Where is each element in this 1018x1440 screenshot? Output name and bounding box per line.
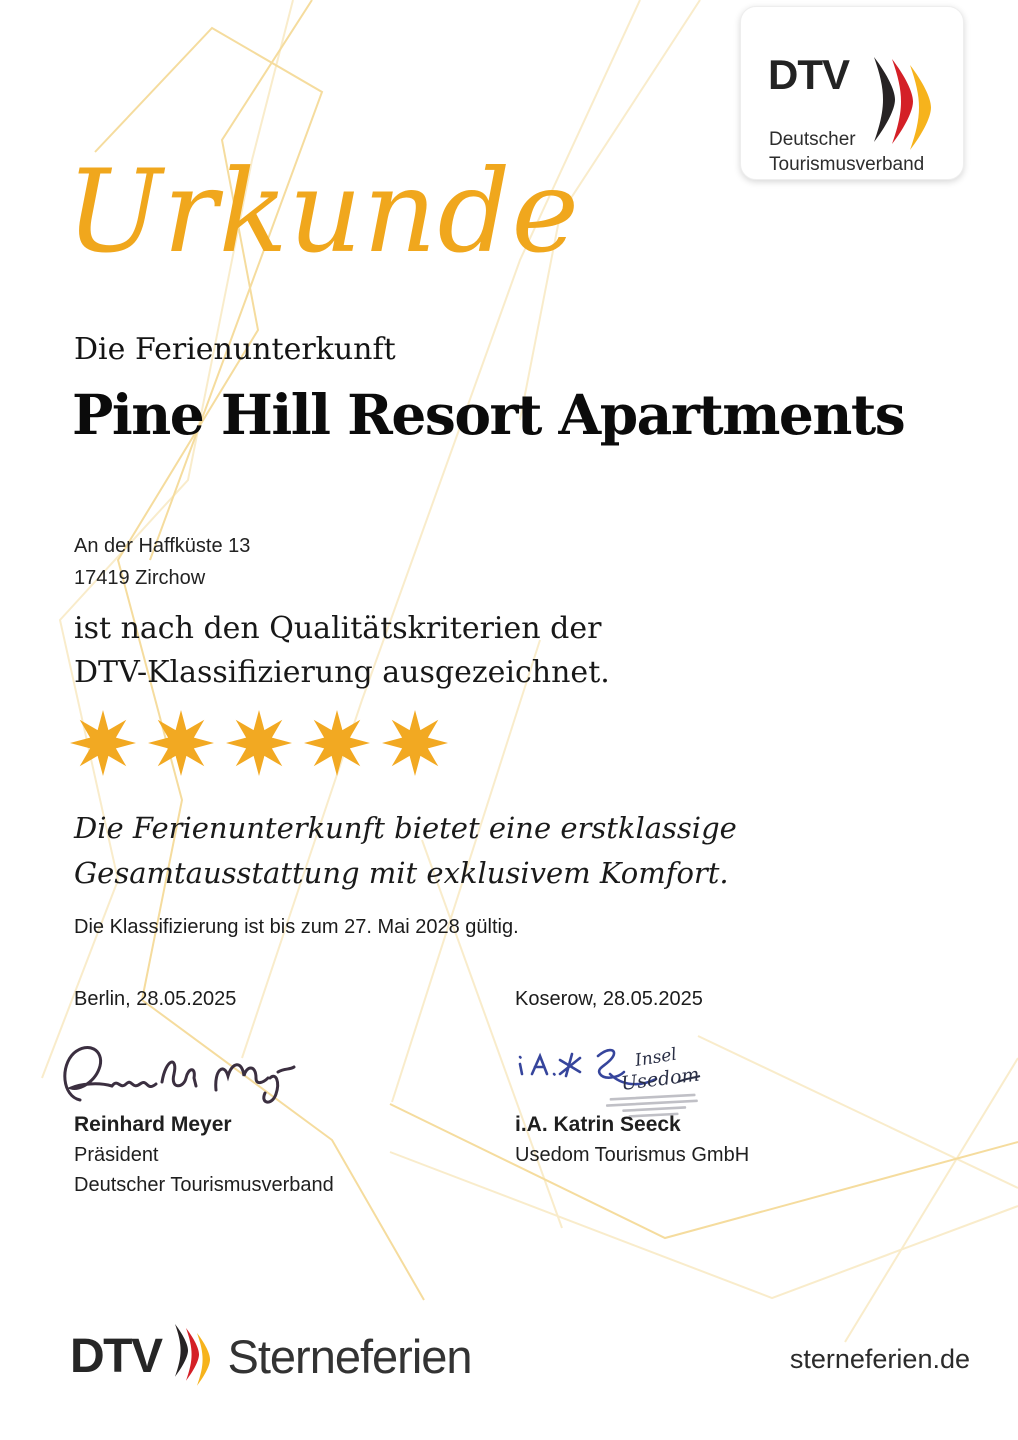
- address-line2: 17419 Zirchow: [74, 567, 206, 589]
- intro-line: Die Ferienunterkunft: [74, 332, 396, 367]
- star-icon: [70, 710, 136, 776]
- rating-line1: Die Ferienunterkunft bietet eine erstklassige: [74, 811, 737, 845]
- signatory-left-name: Reinhard Meyer: [74, 1113, 232, 1136]
- footer-website: sterneferien.de: [789, 1344, 970, 1374]
- footer-brand-logo: [70, 1324, 472, 1388]
- star-rating: [70, 710, 448, 776]
- statement-line1: ist nach den Qualitätskriterien der: [74, 611, 602, 646]
- signatory-right-name: i.A. Katrin Seeck: [515, 1113, 681, 1136]
- signatory-right: [515, 1110, 749, 1170]
- footer-chevrons-icon: [175, 1324, 221, 1388]
- signatory-right-org: Usedom Tourismus GmbH: [515, 1144, 750, 1166]
- place-date-right: Koserow, 28.05.2025: [515, 988, 703, 1010]
- place-date-left: Berlin, 28.05.2025: [74, 988, 237, 1010]
- rating-line2: Gesamtausstattung mit exklusivem Komfort.: [74, 856, 729, 890]
- stamp-script-line2: Usedom: [619, 1063, 701, 1095]
- address-line1: An der Haffküste 13: [74, 535, 251, 557]
- property-address: [74, 530, 250, 594]
- star-icon: [148, 710, 214, 776]
- classification-statement: [74, 607, 610, 695]
- stamp-script-line1: Insel: [633, 1044, 679, 1071]
- signatory-left: [74, 1110, 334, 1200]
- footer-brand-acronym: DTV: [70, 1329, 162, 1383]
- dtv-logo-org-line2: Tourismusverband: [769, 154, 925, 175]
- signatory-left-org: Deutscher Tourismusverband: [74, 1174, 334, 1196]
- footer-brand-name: Sterneferien: [227, 1329, 472, 1383]
- star-icon: [226, 710, 292, 776]
- dtv-logo-org-line1: Deutscher: [769, 129, 856, 150]
- dtv-logo-orgname: [769, 127, 924, 177]
- property-name: Pine Hill Resort Apartments: [72, 382, 905, 447]
- dtv-logo-box: [740, 6, 964, 180]
- rating-description: [74, 806, 737, 896]
- star-icon: [382, 710, 448, 776]
- star-icon: [304, 710, 370, 776]
- certificate-title: Urkunde: [66, 145, 580, 278]
- statement-line2: DTV-Klassifizierung ausgezeichnet.: [74, 655, 610, 690]
- validity-note: Die Klassifizierung ist bis zum 27. Mai 2028 gültig.: [74, 916, 519, 938]
- signatory-left-role: Präsident: [74, 1144, 159, 1166]
- dtv-logo-acronym: DTV: [768, 51, 849, 98]
